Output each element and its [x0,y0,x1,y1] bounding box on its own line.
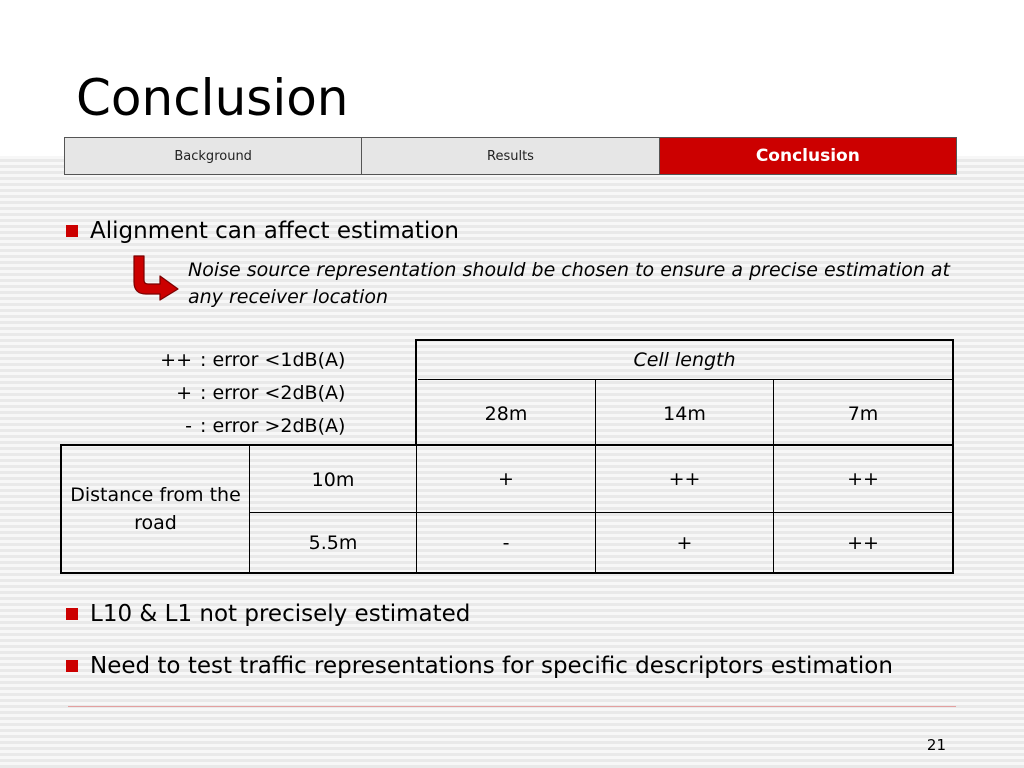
legend-text: : error >2dB(A) [200,415,346,437]
cell-length-header: Cell length [633,349,736,371]
tab-results[interactable]: Results [362,138,659,174]
curved-arrow-icon [130,254,182,302]
column-header-28m: 28m [484,403,528,425]
column-header-14m: 14m [663,403,706,425]
table-cell: ++ [668,468,701,490]
error-legend [60,344,417,443]
slide-title: Conclusion [76,69,349,127]
row-label-5-5m: 5.5m [308,531,358,554]
legend-symbol: + [176,382,192,404]
table-cell: - [502,531,510,554]
legend-text: : error <2dB(A) [200,382,346,404]
tab-conclusion[interactable]: Conclusion [660,138,956,174]
legend-row [60,344,417,377]
row-label-10m: 10m [311,469,355,491]
bullet-square-icon [66,225,78,237]
bullet-square-icon [66,660,78,672]
legend-row [60,377,417,410]
distance-from-road-header: Distance from the road [70,484,241,534]
legend-row [60,410,417,443]
table-cell: ++ [847,531,879,554]
table-cell: + [498,468,514,490]
table-border [60,572,954,574]
legend-symbol: ++ [160,349,192,371]
table-cell: ++ [847,468,879,490]
alignment-note: Noise source representation should be chosen to ensure a precise estimation at any receiver location [188,259,950,308]
column-header-7m: 7m [847,403,879,425]
section-nav [64,137,957,175]
bullet-alignment [66,218,459,244]
table-border [952,339,954,574]
table-cell: + [676,531,693,554]
bullet-traffic-text: Need to test traffic representations for specific descriptors estimation [90,653,893,679]
legend-text: : error <1dB(A) [200,349,346,371]
bullet-l10-l1-text: L10 & L1 not precisely estimated [90,601,471,627]
bullet-alignment-text: Alignment can affect estimation [90,218,459,244]
page-number: 21 [926,736,946,754]
footer-divider [68,706,956,707]
tab-background[interactable]: Background [65,138,362,174]
bullet-square-icon [66,608,78,620]
bullet-l10-l1 [66,601,470,627]
legend-symbol: - [185,415,192,437]
bullet-traffic [66,653,893,679]
